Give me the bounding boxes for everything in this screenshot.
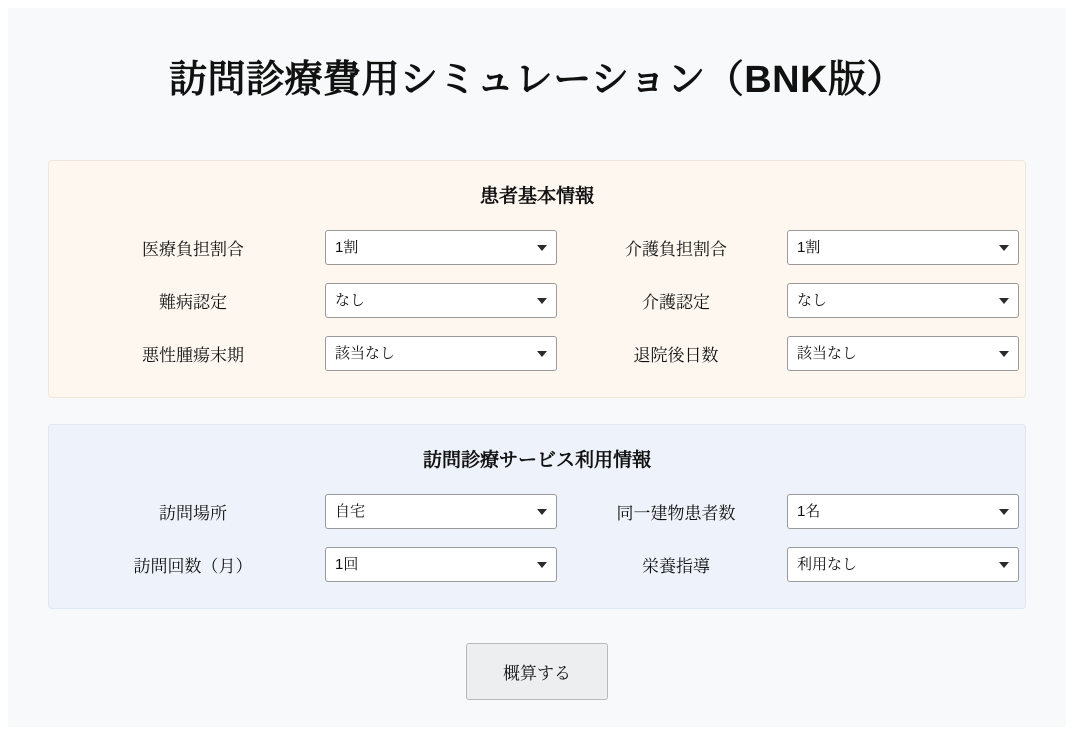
submit-row	[8, 643, 1066, 700]
patient-basic-info-panel	[48, 160, 1026, 398]
label-medical-copay-rate: 医療負担割合	[142, 239, 244, 259]
select-terminal-cancer[interactable]	[325, 336, 557, 371]
select-medical-copay-rate[interactable]	[325, 230, 557, 265]
select-days-after-discharge[interactable]	[787, 336, 1019, 371]
select-care-certification[interactable]	[787, 283, 1019, 318]
label-intractable-disease: 難病認定	[159, 292, 227, 312]
label-nutrition-guidance: 栄養指導	[642, 556, 710, 576]
app-page	[8, 8, 1066, 727]
service-usage-panel	[48, 424, 1026, 609]
select-nutrition-guidance[interactable]	[787, 547, 1019, 582]
patient-basic-info-grid	[77, 230, 997, 371]
label-care-certification: 介護認定	[642, 292, 710, 312]
label-visit-location: 訪問場所	[159, 503, 227, 523]
select-wrap-nutrition-guidance	[787, 547, 1019, 582]
label-days-after-discharge: 退院後日数	[633, 345, 719, 365]
service-usage-grid	[77, 494, 997, 582]
select-visit-location[interactable]	[325, 494, 557, 529]
estimate-button[interactable]: 概算する	[466, 643, 608, 700]
page-title: 訪問診療費用シミュレーション（BNK版）	[168, 59, 906, 101]
select-wrap-visit-count-monthly	[325, 547, 557, 582]
select-wrap-medical-copay-rate	[325, 230, 557, 265]
label-care-copay-rate: 介護負担割合	[625, 239, 727, 259]
select-care-copay-rate[interactable]	[787, 230, 1019, 265]
select-same-building-patients[interactable]	[787, 494, 1019, 529]
select-wrap-visit-location	[325, 494, 557, 529]
service-usage-title: 訪問診療サービス利用情報	[422, 449, 651, 471]
select-wrap-days-after-discharge	[787, 336, 1019, 371]
label-same-building-patients: 同一建物患者数	[616, 503, 736, 523]
select-visit-count-monthly[interactable]	[325, 547, 557, 582]
label-visit-count-monthly: 訪問回数（月）	[133, 556, 253, 576]
patient-basic-info-title: 患者基本情報	[479, 185, 594, 207]
select-wrap-intractable-disease	[325, 283, 557, 318]
select-wrap-same-building-patients	[787, 494, 1019, 529]
select-wrap-care-certification	[787, 283, 1019, 318]
label-terminal-cancer: 悪性腫瘍末期	[142, 345, 244, 365]
select-wrap-terminal-cancer	[325, 336, 557, 371]
select-wrap-care-copay-rate	[787, 230, 1019, 265]
select-intractable-disease[interactable]	[325, 283, 557, 318]
